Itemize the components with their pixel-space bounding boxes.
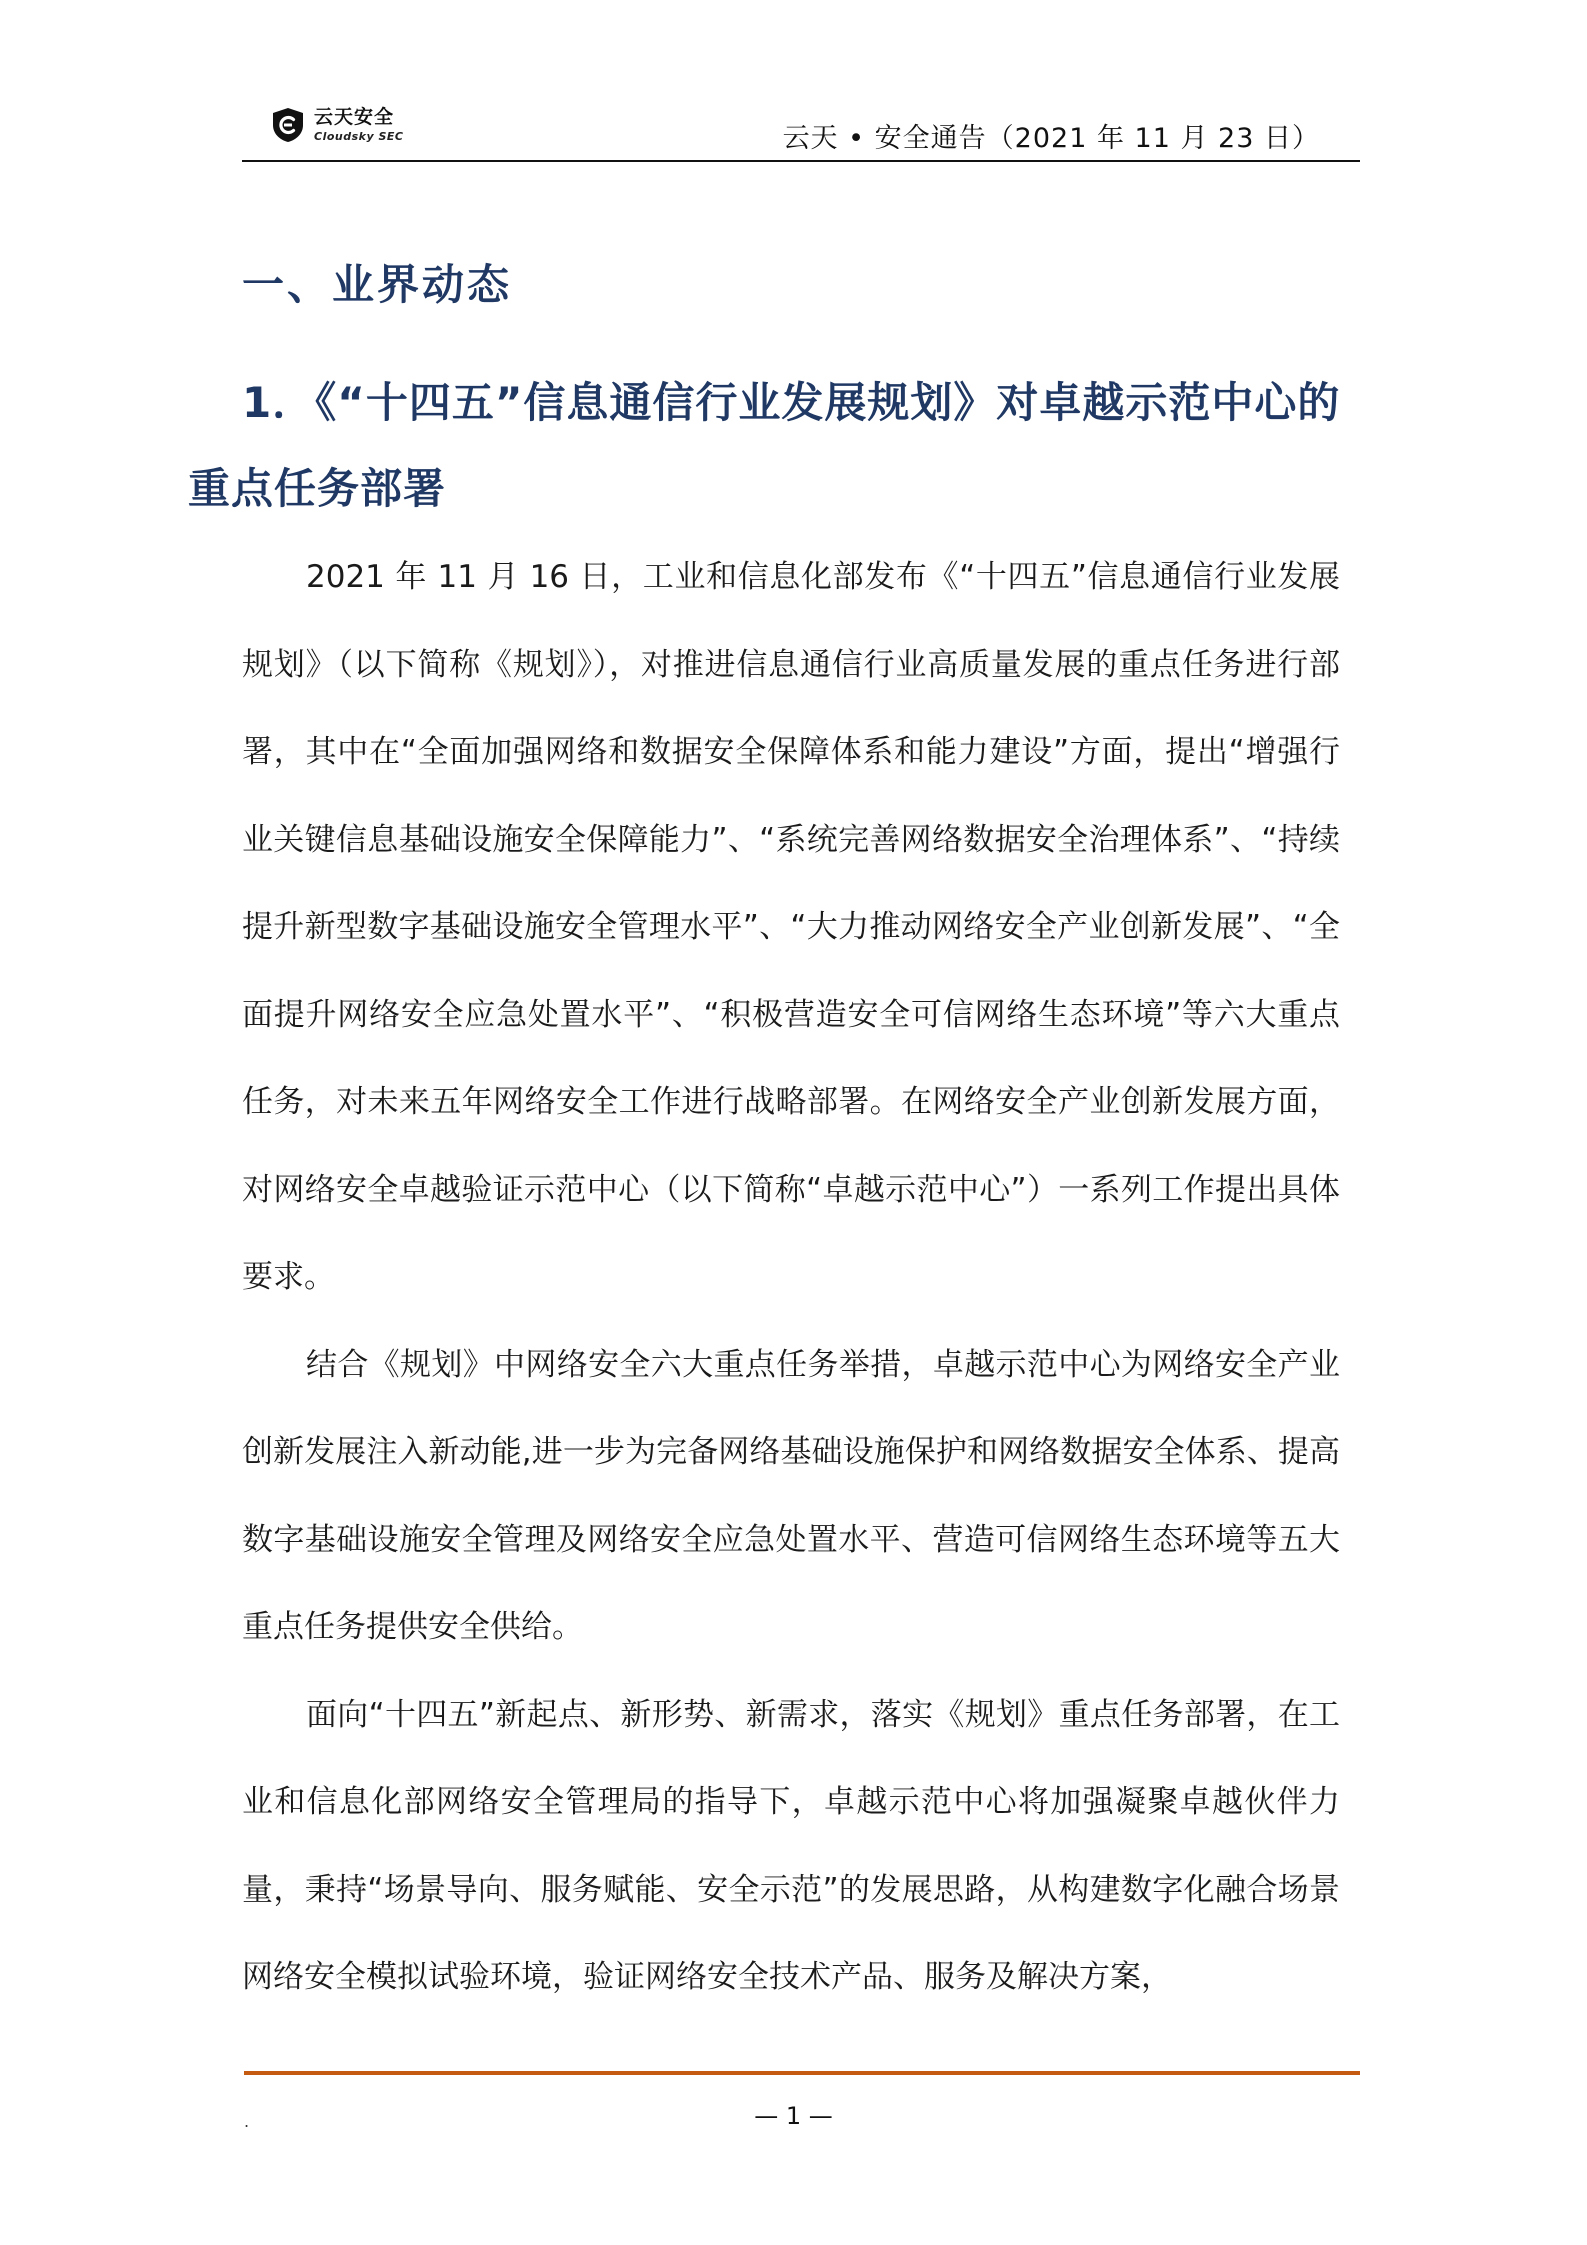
bulletin-header-title: 云天 • 安全通告（2021 年 11 月 23 日）: [782, 123, 1320, 154]
page-number: — 1 —: [754, 2102, 833, 2130]
header-divider: [242, 160, 1360, 162]
body-paragraph: 面向“十四五”新起点、新形势、新需求，落实《规划》重点任务部署，在工业和信息化部网络安全管理局的指导下，卓越示范中心将加强凝聚卓越伙伴力量，秉持“场景导向、服务赋能、安全示范”的发展思路，从构建数字化融合场景网络安全模拟试验环境，验证网络安全技术产品、服务及解决方案，: [242, 1696, 1340, 1995]
section-title: 一、业界动态: [242, 260, 513, 309]
logo-english-name: Cloudsky SEC: [314, 130, 404, 143]
page-header: [242, 92, 1360, 162]
company-logo: [270, 100, 403, 150]
footer-divider: [244, 2071, 1360, 2075]
logo-chinese-name: 云天安全: [314, 106, 395, 128]
shield-logo-icon: [270, 107, 306, 143]
body-paragraph: 结合《规划》中网络安全六大重点任务举措，卓越示范中心为网络安全产业创新发展注入新动能,进一步为完备网络基础设施保护和网络数据安全体系、提高数字基础设施安全管理及网络安全应急处置水平、营造可信网络生态环境等五大重点任务提供安全供给。: [242, 1346, 1340, 1645]
body-paragraph: 2021 年 11 月 16 日，工业和信息化部发布《“十四五”信息通信行业发展规划》（以下简称《规划》），对推进信息通信行业高质量发展的重点任务进行部署，其中在“全面加强网络和数据安全保障体系和能力建设”方面，提出“增强行业关键信息基础设施安全保障能力”、“系统完善网络数据安全治理体系”、“持续提升新型数字基础设施安全管理水平”、“大力推动网络安全产业创新发展”、“全面提升网络安全应急处置水平”、“积极营造安全可信网络生态环境”等六大重点任务，对未来五年网络安全工作进行战略部署。在网络安全产业创新发展方面，对网络安全卓越验证示范中心（以下简称“卓越示范中心”）一系列工作提出具体要求。: [242, 559, 1340, 1295]
footer-mark: .: [244, 2112, 250, 2131]
article-body: [242, 534, 1340, 2022]
article-title: 1．《“十四五”信息通信行业发展规划》对卓越示范中心的重点任务部署: [188, 378, 1341, 513]
